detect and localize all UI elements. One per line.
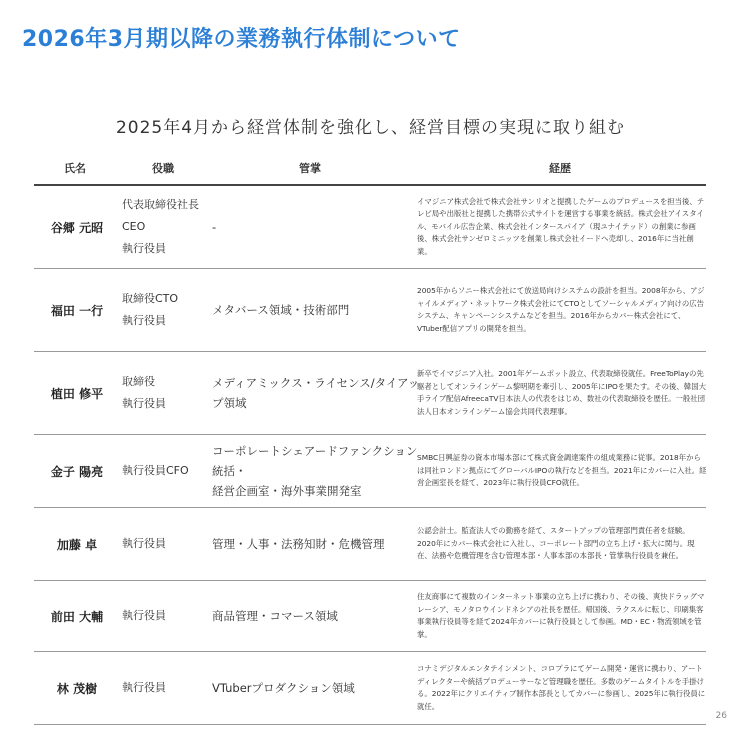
exec-area: コーポレートシェアードファンクション統括・ xyxy=(212,444,418,478)
exec-area: VTuberプロダクション領域 xyxy=(212,681,355,695)
page-title: 2026年3月期以降の業務執行体制について xyxy=(22,27,461,52)
exec-area: 経営企画室・海外事業開発室 xyxy=(212,484,362,498)
exec-role: 取締役 xyxy=(122,375,155,388)
exec-role: 執行役員 xyxy=(122,314,166,327)
exec-name: 加藤 卓 xyxy=(56,537,98,552)
header-area: 管掌 xyxy=(299,162,321,175)
exec-area: 商品管理・コマース領域 xyxy=(212,609,338,623)
exec-name: 福田 一行 xyxy=(50,303,104,318)
table-row xyxy=(34,435,706,508)
table-row xyxy=(34,352,706,435)
header-name: 氏名 xyxy=(64,162,86,175)
exec-role: 執行役員 xyxy=(122,397,166,410)
exec-bio: 2005年からソニー株式会社にて放送局向けシステムの設計を担当。2008年から、アジャイルメディア・ネットワーク株式会社にてCTOとしてソーシャルメディア向けの広告システム、キャンペーンシステムなどを担当。2016年からカバー株式会社にて、VTuber配信アプリの開発を担当。 xyxy=(417,286,705,333)
exec-role: 執行役員 xyxy=(122,681,166,694)
exec-area: 管理・人事・法務知財・危機管理 xyxy=(212,537,385,551)
exec-name: 林 茂樹 xyxy=(56,681,98,696)
exec-area: メディアミックス・ライセンス/タイアップ領域 xyxy=(212,376,420,410)
table-row xyxy=(34,508,706,581)
exec-role: 取締役CTO xyxy=(122,292,179,305)
exec-role: 執行役員 xyxy=(122,242,166,255)
exec-area: - xyxy=(212,220,217,234)
exec-name: 谷郷 元昭 xyxy=(50,220,104,235)
exec-bio: SMBC日興証券の資本市場本部にて株式資金調達案件の組成業務に従事。2018年からは同社ロンドン拠点にてグローバルIPOの執行などを担当。2021年にカバーに入社。経営企画室長を経て、2023年に執行役員CFO就任。 xyxy=(417,453,707,488)
exec-role: 代表取締役社長CEO xyxy=(122,198,199,233)
exec-role: 執行役員CFO xyxy=(122,464,189,477)
table-row xyxy=(34,186,706,269)
executive-table xyxy=(34,148,706,725)
exec-bio: イマジニア株式会社で株式会社サンリオと提携したゲームのプロデュースを担当後、テレビ局や出版社と提携した携帯公式サイトを運営する事業を統括。株式会社アイスタイル、モバイル広告企業、株式会社インタースパイア（現ユナイテッド）の創業に参画後、株式会社サンゼロミニッツを創業し株式会社イードへ売却し、2016年に当社創業。 xyxy=(417,196,705,256)
page-subtitle: 2025年4月から経営体制を強化し、経営目標の実現に取り組む xyxy=(115,118,626,138)
table-row xyxy=(34,652,706,725)
exec-area: メタバース領域・技術部門 xyxy=(212,303,350,317)
exec-bio: コナミデジタルエンタテインメント、コロプラにてゲーム開発・運営に携わり、アートディレクターや統括プロデューサーなど管理職を歴任。多数のゲームタイトルを手掛ける。2022年にクリエイティブ制作本部長としてカバーに参画し、2025年に執行役員に就任。 xyxy=(417,664,706,711)
exec-name: 前田 大輔 xyxy=(50,609,104,624)
table-header xyxy=(34,148,706,186)
table-row xyxy=(34,581,706,652)
header-role: 役職 xyxy=(152,162,174,175)
exec-role: 執行役員 xyxy=(122,609,166,622)
exec-role: 執行役員 xyxy=(122,537,166,550)
exec-bio: 公認会計士。監査法人での勤務を経て、スタートアップの管理部門責任者を経験。2020年にカバー株式会社に入社し、コーポレート部門の立ち上げ・拡大に関与。現在、法務や危機管理を含む管理本部・人事本部の本部長・管掌執行役員を兼任。 xyxy=(417,526,695,561)
exec-name: 金子 陽亮 xyxy=(50,464,104,479)
exec-bio: 新卒でイマジニア入社。2001年ゲームポット設立、代表取締役就任。FreeToPlayの先駆者としてオンラインゲーム黎明期を牽引し、2005年にIPOを果たす。その後、韓国大手ライブ配信AfreecaTV日本法人の代表をはじめ、数社の代表取締役を歴任。一般社団法人日本オンラインゲーム協会共同代表理事。 xyxy=(417,369,706,416)
exec-bio: 住友商事にて複数のインターネット事業の立ち上げに携わり、その後、爽快ドラッグマレーシア、モノタロウインドネシアの社長を歴任。帰国後、ラクスルに転じ、印刷集客事業執行役員等を経て2024年カバーに執行役員として参画。MD・EC・物流領域を管掌。 xyxy=(417,592,705,639)
header-bio: 経歴 xyxy=(549,162,571,175)
page-number: 26 xyxy=(715,711,727,721)
table-row xyxy=(34,269,706,352)
exec-name: 植田 修平 xyxy=(50,386,104,401)
